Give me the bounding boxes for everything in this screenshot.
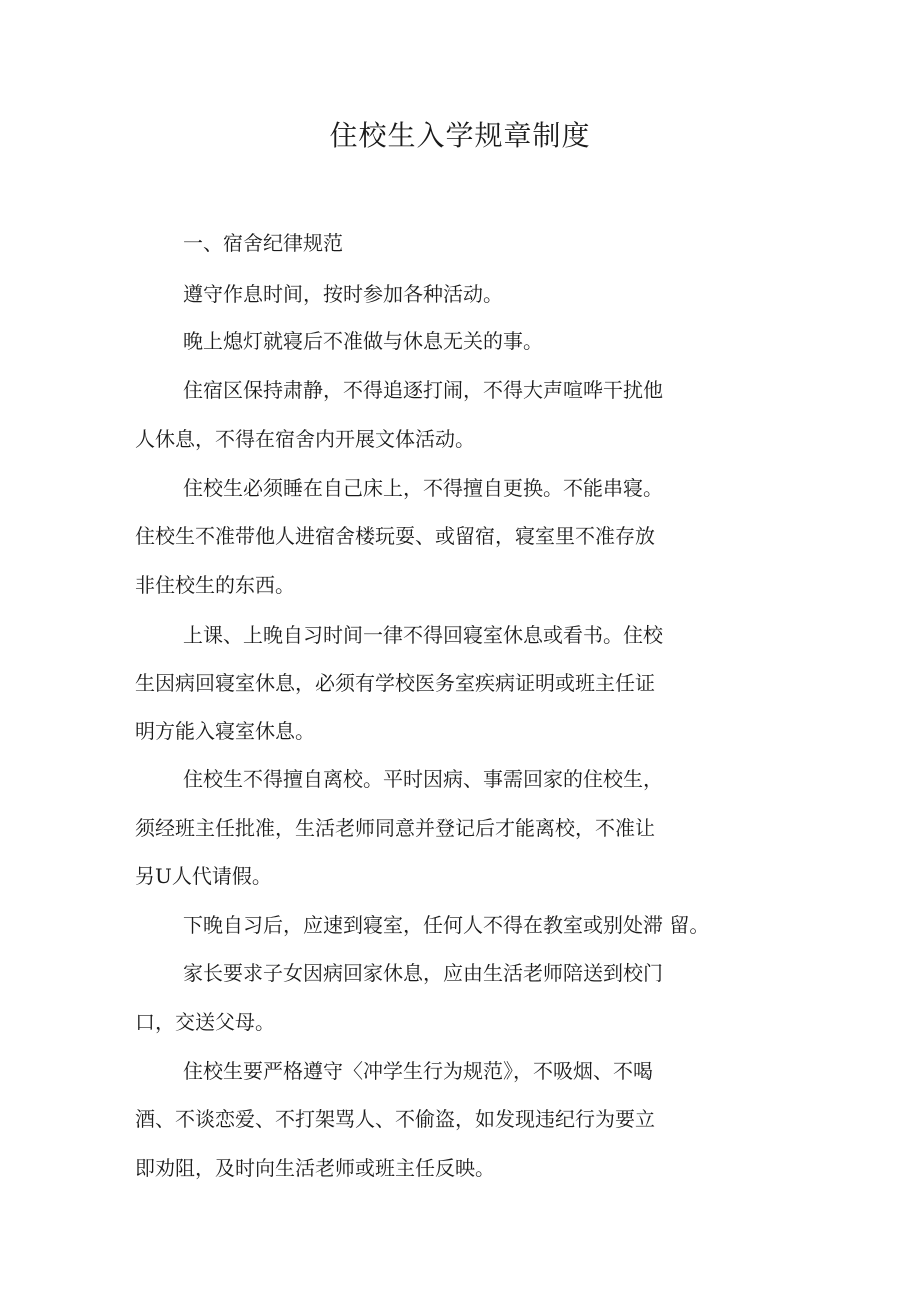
paragraph-line: 口，交送父母。 (135, 1010, 275, 1034)
paragraph-line: 住校生要严格遵守〈冲学生行为规范》，不吸烟、不喝 (183, 1059, 653, 1083)
paragraph-line: 即劝阻，及时向生活老师或班主任反映。 (135, 1156, 495, 1180)
paragraph-line: 住宿区保持肃静，不得追逐打闹，不得大声喧哗干扰他 (183, 378, 663, 402)
paragraph-line: 非住校生的东西。 (135, 573, 295, 597)
paragraph-line: 晚上熄灯就寝后不准做与休息无关的事。 (183, 329, 543, 353)
paragraph-line: 住校生不准带他人进宿舍楼玩耍、或留宿，寝室里不准存放 (135, 524, 655, 548)
paragraph-line: 住校生不得擅自离校。平时因病、事需回家的住校生， (183, 767, 663, 791)
paragraph-line: 酒、不谈恋爱、不打架骂人、不偷盗，如发现违纪行为要立 (135, 1107, 655, 1131)
paragraph-line: 住校生必须睡在自己床上，不得擅自更换。不能串寝。 (183, 476, 663, 500)
paragraph-line: 人休息，不得在宿舍内开展文体活动。 (135, 427, 475, 451)
paragraph-line: 家长要求子女因病回家休息，应由生活老师陪送到校门 (183, 961, 663, 985)
paragraph-line: 下晚自习后，应速到寝室，任何人不得在教室或别处滞 留。 (183, 913, 710, 937)
paragraph-line: 须经班主任批准，生活老师同意并登记后才能离校，不准让 (135, 816, 655, 840)
paragraph-line: 另U人代请假。 (135, 864, 272, 888)
paragraph-line: 明方能入寝室休息。 (135, 719, 315, 743)
document-title: 住校生入学规章制度 (329, 119, 591, 152)
paragraph-line: 上课、上晚自习时间一律不得回寝室休息或看书。住校 (183, 623, 663, 647)
section-heading-dormitory-discipline: 一、宿舍纪律规范 (183, 231, 343, 255)
paragraph-line: 生因病回寝室休息，必须有学校医务室疾病证明或班主任证 (135, 671, 655, 695)
paragraph-line: 遵守作息时间，按时参加各种活动。 (183, 282, 503, 306)
